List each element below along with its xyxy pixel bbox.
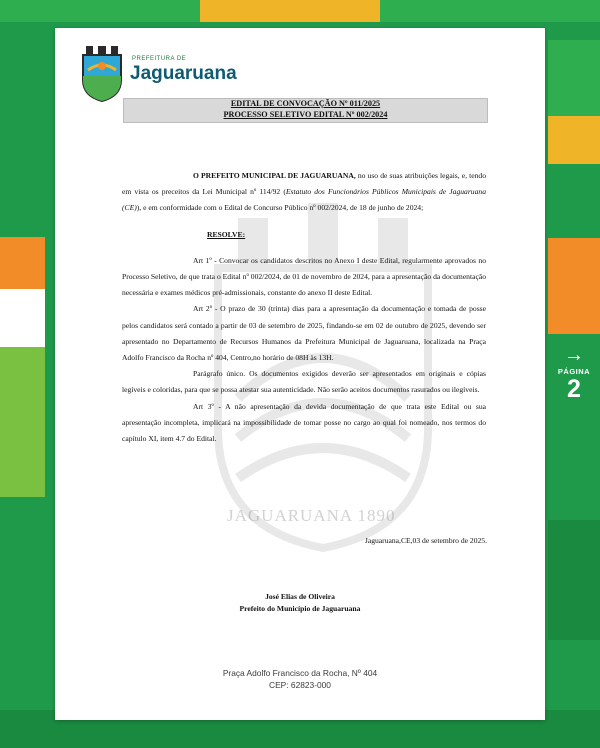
logo-subtitle: PREFEITURA DE	[132, 56, 187, 62]
watermark-text: JAGUARUANA 1890	[227, 506, 396, 525]
document-date: Jaguaruana,CE,03 de setembro de 2025.	[364, 536, 487, 545]
article-2: Art 2º - O prazo de 30 (trinta) dias para a apresentação da documentação e tomada de posse pelos candidatos será contado a partir de 03 de setembro de 2025, findando-se em 02 de outubro de 2025, devendo ser apresentado no Departamento de Recursos Humanos da Prefeitura Municipal de Jaguaruana, localizada na Praça Adolfo Francisco da Rocha nº 404, Centro,no horário de 08H às 13H.	[122, 304, 486, 363]
edital-title-line2: PROCESSO SELETIVO EDITAL Nº 002/2024	[223, 109, 388, 119]
intro-rest: no uso de suas atribuições legais, e, tendo em vista os preceitos da Lei Municipal nº 114/92 (	[122, 171, 486, 197]
footer-cep: CEP: 62823-000	[269, 680, 331, 690]
logo-name: Jaguaruana	[130, 63, 237, 84]
bg-block-orange-right	[548, 238, 600, 334]
page-number: 2	[567, 375, 581, 403]
intro-italic: Estatuto dos Funcionários Públicos Municipais de Jaguaruana (CE)	[122, 187, 486, 213]
article-1: Art 1º - Convocar os candidatos descritos no Anexo I deste Edital, regularmente aprovados no Processo Seletivo, de que trata o Edital nº 002/2024, de 01 de novembro de 2024, para a apresentação da documentação necessária e exames médicos pré-admissionais, constante do anexo II deste Edital.	[122, 255, 486, 298]
document-body	[122, 168, 486, 447]
bg-block-white-left	[0, 289, 45, 347]
intro-bold: O PREFEITO MUNICIPAL DE JAGUARUANA,	[193, 171, 356, 180]
footer-address: Praça Adolfo Francisco da Rocha, Nº 404	[222, 668, 378, 678]
crest-icon	[80, 46, 124, 102]
arrow-right-icon[interactable]: →	[564, 344, 584, 366]
intro-paragraph	[122, 168, 486, 217]
page-indicator[interactable]	[552, 345, 596, 402]
edital-title-box	[123, 98, 488, 123]
bg-block-lightgreen-left	[0, 347, 45, 497]
article-3: Art 3º - A não apresentação da devida documentação de que trata este Edital ou sua apresentação incompleta, implicará na impossibilidade de tomar posse no cargo ao qual foi nomeado, nos termos do capítulo XI, item 4.7 do Edital.	[122, 401, 486, 444]
page-label: PÁGINA	[557, 367, 591, 376]
signature-name: José Elias de Oliveira	[265, 592, 335, 601]
edital-title-line1: EDITAL DE CONVOCAÇÃO Nº 011/2025	[230, 99, 381, 108]
document-page	[55, 28, 545, 720]
signature-role: Prefeito do Município de Jaguaruana	[239, 604, 361, 613]
bg-block-darkgreen-right	[548, 520, 600, 640]
bg-block-orange-left	[0, 237, 45, 289]
bg-stripe-top-yellow	[200, 0, 380, 22]
prefeitura-logo	[80, 46, 280, 106]
paragraph-unico: Parágrafo único. Os documentos exigidos deverão ser apresentados em originais e cópias legíveis e coloridas, para que se possa atestar sua autenticidade. Não serão aceitos documentos rasurados ou ilegíveis.	[122, 369, 486, 395]
intro-end: ), e em conformidade com o Edital de Concurso Público nº 002/2024, de 18 de junho de 2024;	[136, 203, 424, 213]
bg-block-green-right	[548, 40, 600, 116]
resolve-heading: RESOLVE:	[207, 229, 246, 239]
bg-block-yellow-right	[548, 116, 600, 164]
